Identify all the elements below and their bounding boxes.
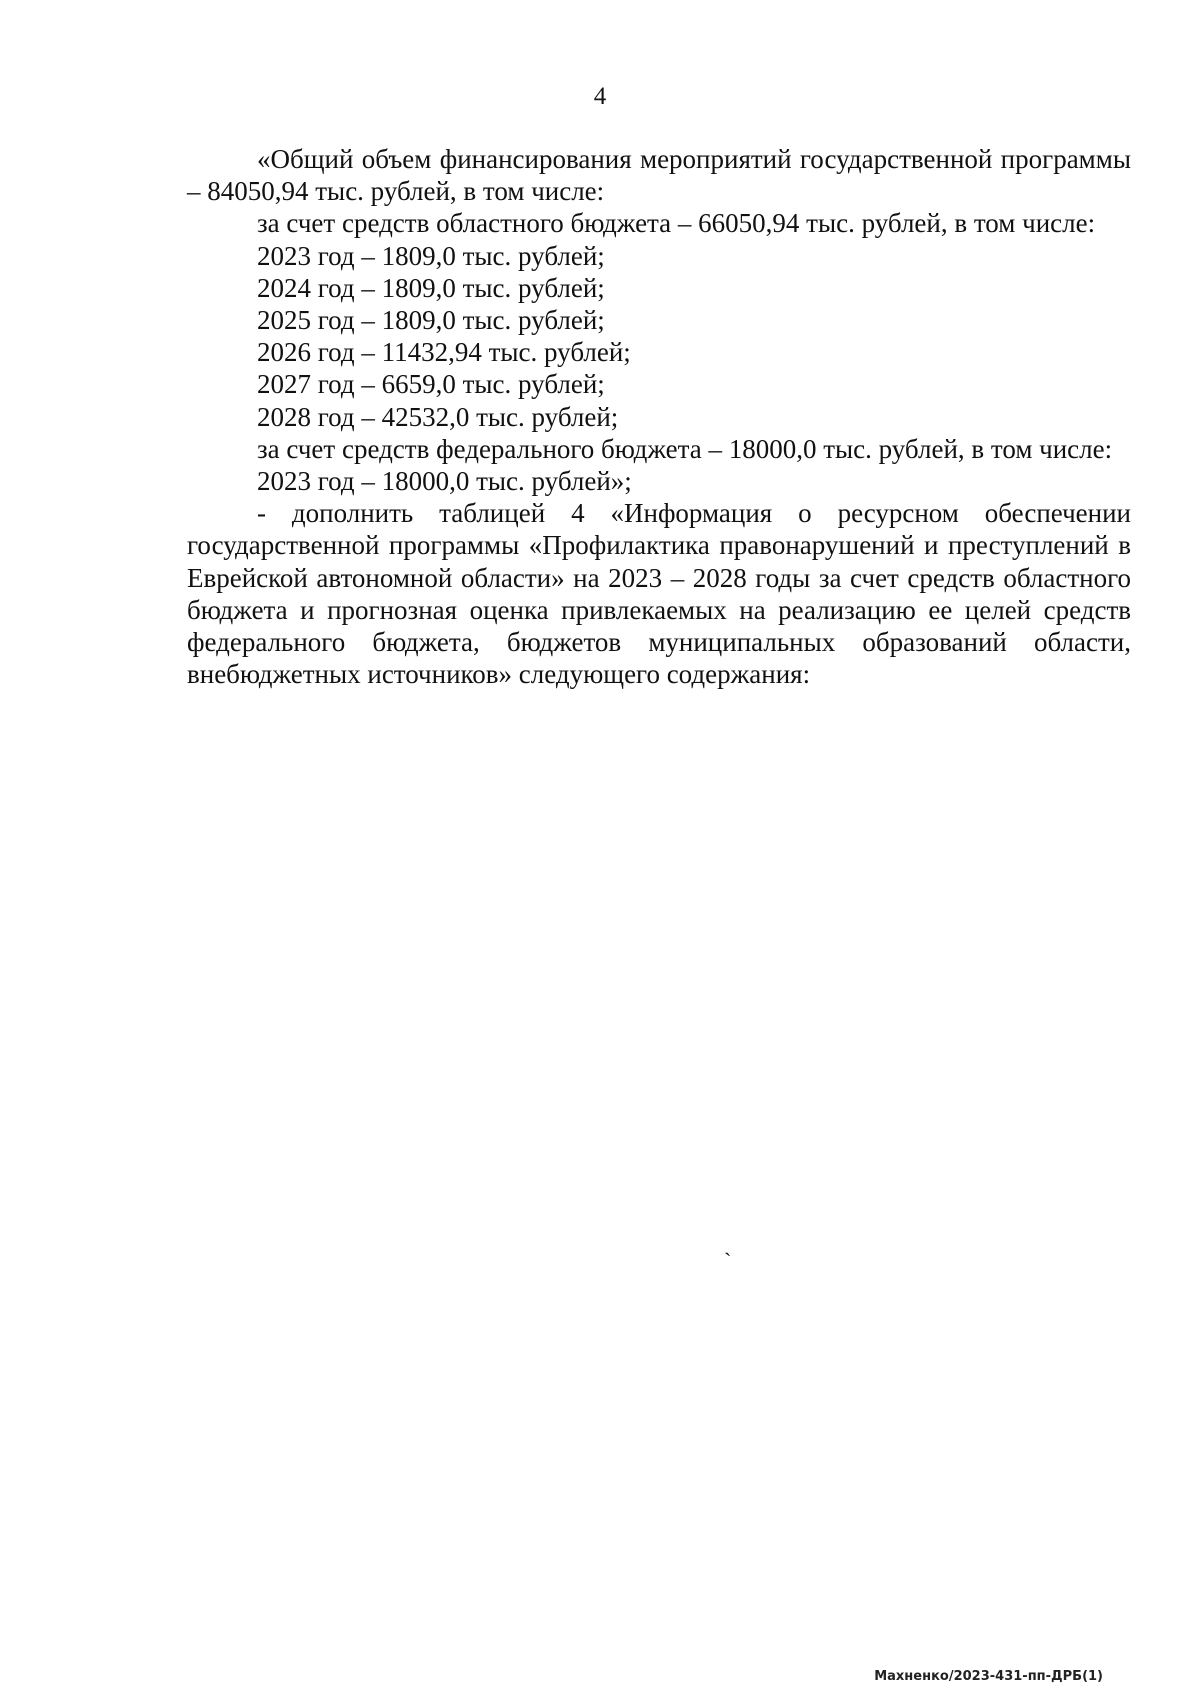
list-item-year-2026: 2026 год – 11432,94 тыс. рублей; xyxy=(257,337,631,368)
list-item-year-2025: 2025 год – 1809,0 тыс. рублей; xyxy=(257,305,605,336)
list-item-year-2027: 2027 год – 6659,0 тыс. рублей; xyxy=(257,369,605,400)
footer-document-code: Махненко/2023-431-пп-ДРБ(1) xyxy=(874,1669,1103,1684)
list-item-year-2023: 2023 год – 1809,0 тыс. рублей; xyxy=(257,240,605,271)
page-number: 4 xyxy=(593,83,607,110)
document-body xyxy=(187,143,1131,690)
paragraph-table-addition: - дополнить таблицей 4 «Информация о ресурсном обеспечении государственной программы «Профилактика правонарушений и преступлений в Еврейской автономной области» на 2023 – 2028 годы за счет средств областного бюджета и прогнозная оценка привлекаемых на реализацию ее целей средств федерального бюджета, бюджетов муниципальных образований области, внебюджетных источников» следующего содержания: xyxy=(187,498,1131,690)
stray-mark: ` xyxy=(724,1248,732,1273)
paragraph-total-funding: «Общий объем финансирования мероприятий государственной программы – 84050,94 тыс. рублей, в том числе: xyxy=(187,144,1131,207)
list-item-year-2028: 2028 год – 42532,0 тыс. рублей; xyxy=(257,401,619,432)
list-item-federal-year-2023: 2023 год – 18000,0 тыс. рублей»; xyxy=(257,466,632,497)
paragraph-regional-budget: за счет средств областного бюджета – 66050,94 тыс. рублей, в том числе: xyxy=(257,208,1096,239)
list-item-year-2024: 2024 год – 1809,0 тыс. рублей; xyxy=(257,272,605,303)
paragraph-federal-budget: за счет средств федерального бюджета – 18000,0 тыс. рублей, в том числе: xyxy=(257,433,1113,464)
